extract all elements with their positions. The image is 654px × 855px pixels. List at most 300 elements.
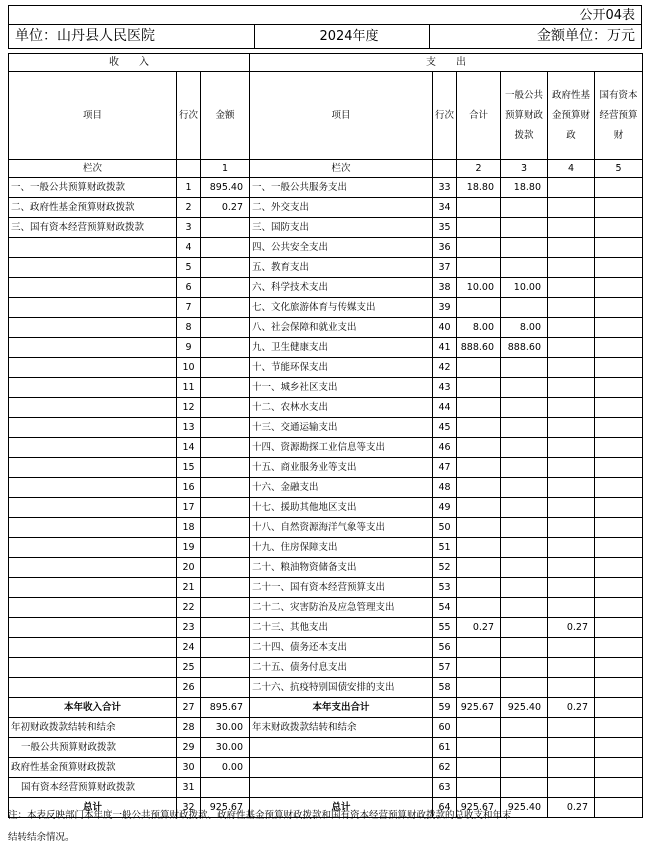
gov-fund-cell: [548, 658, 595, 678]
expense-item-cell: 五、教育支出: [250, 258, 433, 278]
expense-row-no-cell: 38: [433, 278, 457, 298]
state-capital-cell: [595, 538, 643, 558]
table-row: [9, 678, 643, 698]
expense-item-cell: [250, 738, 433, 758]
table-row: [9, 778, 643, 798]
gov-fund-cell: [548, 338, 595, 358]
income-row-no-cell: 32: [177, 798, 201, 818]
general-budget-cell: [501, 238, 548, 258]
gov-fund-cell: 0.27: [548, 618, 595, 638]
income-item-cell: [9, 538, 177, 558]
table-row: [9, 258, 643, 278]
expense-row-no-cell: 56: [433, 638, 457, 658]
expense-row-no-cell: 47: [433, 458, 457, 478]
expense-row-no-cell: 34: [433, 198, 457, 218]
income-item-cell: [9, 618, 177, 638]
expense-item-cell: 总计: [250, 798, 433, 818]
gov-fund-cell: [548, 278, 595, 298]
general-budget-cell: [501, 638, 548, 658]
table-row: [9, 738, 643, 758]
expense-item-cell: 本年支出合计: [250, 698, 433, 718]
gov-fund-cell: [548, 358, 595, 378]
gov-fund-cell: [548, 378, 595, 398]
income-item-cell: [9, 398, 177, 418]
income-item-cell: 年初财政拨款结转和结余: [9, 718, 177, 738]
income-amount-cell: [201, 378, 250, 398]
expense-item-cell: 二十二、灾害防治及应急管理支出: [250, 598, 433, 618]
header-divider: [429, 25, 430, 48]
general-budget-cell: [501, 418, 548, 438]
gov-fund-cell: 0.27: [548, 798, 595, 818]
general-budget-cell: [501, 578, 548, 598]
expense-item-cell: 二、外交支出: [250, 198, 433, 218]
total-cell: [457, 438, 501, 458]
general-budget-header: 一般公共预算财政拨款: [501, 72, 548, 160]
income-amount-cell: [201, 598, 250, 618]
income-row-no-cell: 28: [177, 718, 201, 738]
general-budget-cell: [501, 618, 548, 638]
income-item-cell: 总计: [9, 798, 177, 818]
gov-fund-cell: [548, 718, 595, 738]
income-amount-cell: [201, 778, 250, 798]
income-item-cell: [9, 258, 177, 278]
general-budget-cell: 18.80: [501, 178, 548, 198]
total-cell: [457, 778, 501, 798]
general-budget-cell: [501, 198, 548, 218]
general-budget-cell: [501, 438, 548, 458]
general-budget-cell: [501, 458, 548, 478]
gov-fund-cell: [548, 578, 595, 598]
income-item-cell: [9, 318, 177, 338]
expense-row-no-cell: 37: [433, 258, 457, 278]
income-row-no-cell: 31: [177, 778, 201, 798]
income-amount-cell: 30.00: [201, 718, 250, 738]
income-item-cell: [9, 358, 177, 378]
general-budget-cell: [501, 378, 548, 398]
expense-item-cell: 十九、住房保障支出: [250, 538, 433, 558]
state-capital-cell: [595, 378, 643, 398]
column-label-cell: 栏次: [9, 160, 177, 178]
income-item-cell: [9, 418, 177, 438]
total-cell: [457, 758, 501, 778]
expense-row-no-cell: 64: [433, 798, 457, 818]
income-amount-cell: 925.67: [201, 798, 250, 818]
income-row-no-cell: 14: [177, 438, 201, 458]
table-row: [9, 718, 643, 738]
general-budget-cell: [501, 718, 548, 738]
table-row: [9, 298, 643, 318]
expense-row-no-cell: 46: [433, 438, 457, 458]
gov-fund-cell: 0.27: [548, 698, 595, 718]
expense-item-cell: 十七、援助其他地区支出: [250, 498, 433, 518]
gov-fund-cell: [548, 778, 595, 798]
income-row-no-cell: 21: [177, 578, 201, 598]
income-row-no-cell: 17: [177, 498, 201, 518]
income-amount-cell: [201, 278, 250, 298]
empty-cell: [177, 160, 201, 178]
state-capital-cell: [595, 658, 643, 678]
state-capital-cell: [595, 438, 643, 458]
expense-row-no-cell: 55: [433, 618, 457, 638]
income-row-no-cell: 15: [177, 458, 201, 478]
income-amount-cell: 0.27: [201, 198, 250, 218]
total-cell: [457, 678, 501, 698]
column-label-cell: 栏次: [250, 160, 433, 178]
income-amount-cell: 30.00: [201, 738, 250, 758]
general-budget-cell: 925.40: [501, 798, 548, 818]
empty-cell: [433, 160, 457, 178]
gov-fund-cell: [548, 558, 595, 578]
state-capital-cell: [595, 358, 643, 378]
total-cell: [457, 638, 501, 658]
income-amount-cell: [201, 438, 250, 458]
income-item-cell: [9, 658, 177, 678]
income-amount-cell: [201, 238, 250, 258]
total-cell: [457, 518, 501, 538]
table-row: [9, 518, 643, 538]
income-amount-cell: [201, 538, 250, 558]
column-number-cell: 3: [501, 160, 548, 178]
table-row: [9, 758, 643, 778]
total-cell: [457, 598, 501, 618]
expense-row-no-cell: 59: [433, 698, 457, 718]
state-capital-cell: [595, 198, 643, 218]
total-cell: 888.60: [457, 338, 501, 358]
general-budget-cell: [501, 538, 548, 558]
expense-item-cell: 十六、金融支出: [250, 478, 433, 498]
table-row: [9, 558, 643, 578]
income-amount-cell: [201, 218, 250, 238]
state-capital-cell: [595, 258, 643, 278]
income-amount-cell: [201, 458, 250, 478]
total-cell: [457, 498, 501, 518]
expense-item-cell: 七、文化旅游体育与传媒支出: [250, 298, 433, 318]
state-capital-cell: [595, 238, 643, 258]
income-row-no-cell: 2: [177, 198, 201, 218]
income-amount-cell: [201, 518, 250, 538]
expense-item-cell: 十三、交通运输支出: [250, 418, 433, 438]
income-item-cell: [9, 638, 177, 658]
income-row-no-cell: 29: [177, 738, 201, 758]
income-amount-cell: [201, 678, 250, 698]
expense-item-cell: [250, 758, 433, 778]
income-item-cell: 一、一般公共预算财政拨款: [9, 178, 177, 198]
state-capital-cell: [595, 618, 643, 638]
income-item-header: 项目: [9, 72, 177, 160]
income-row-no-cell: 27: [177, 698, 201, 718]
expense-row-no-cell: 35: [433, 218, 457, 238]
expense-row-no-cell: 61: [433, 738, 457, 758]
table-row: [9, 378, 643, 398]
general-budget-cell: [501, 678, 548, 698]
income-row-no-cell: 24: [177, 638, 201, 658]
gov-fund-cell: [548, 178, 595, 198]
income-row-no-cell: 1: [177, 178, 201, 198]
total-cell: 0.27: [457, 618, 501, 638]
total-cell: [457, 238, 501, 258]
income-row-no-cell: 30: [177, 758, 201, 778]
gov-fund-cell: [548, 398, 595, 418]
expense-row-no-cell: 62: [433, 758, 457, 778]
income-row-no-cell: 6: [177, 278, 201, 298]
gov-fund-cell: [548, 758, 595, 778]
expense-row-no-cell: 40: [433, 318, 457, 338]
general-budget-cell: [501, 738, 548, 758]
income-amount-cell: [201, 418, 250, 438]
state-capital-cell: [595, 458, 643, 478]
expense-row-no-cell: 50: [433, 518, 457, 538]
income-row-no-cell: 8: [177, 318, 201, 338]
general-budget-cell: [501, 778, 548, 798]
report-header: [8, 25, 642, 49]
income-item-cell: 二、政府性基金预算财政拨款: [9, 198, 177, 218]
unit-label: 单位：山丹县人民医院: [15, 28, 155, 44]
state-capital-cell: [595, 578, 643, 598]
gov-fund-cell: [548, 198, 595, 218]
income-item-cell: [9, 458, 177, 478]
state-capital-cell: [595, 778, 643, 798]
income-amount-cell: [201, 478, 250, 498]
total-cell: [457, 418, 501, 438]
year-label: 2024年度: [319, 29, 379, 44]
expense-item-cell: 十一、城乡社区支出: [250, 378, 433, 398]
state-capital-cell: [595, 478, 643, 498]
income-amount-cell: [201, 558, 250, 578]
table-row: [9, 498, 643, 518]
expense-row-no-header: 行次: [433, 72, 457, 160]
income-row-no-cell: 23: [177, 618, 201, 638]
footnote-line: 注：本表反映部门本年度一般公共预算财政拨款、政府性基金预算财政拨款和国有资本经营预算财政拨款的总收支和年末: [8, 810, 512, 821]
state-capital-cell: [595, 698, 643, 718]
income-item-cell: [9, 278, 177, 298]
expense-item-cell: 八、社会保障和就业支出: [250, 318, 433, 338]
footnote: [8, 805, 608, 849]
table-row: [9, 318, 643, 338]
income-amount-cell: [201, 398, 250, 418]
income-row-no-cell: 12: [177, 398, 201, 418]
gov-fund-cell: [548, 518, 595, 538]
expense-item-cell: 十二、农林水支出: [250, 398, 433, 418]
income-item-cell: [9, 338, 177, 358]
total-cell: [457, 298, 501, 318]
gov-fund-cell: [548, 438, 595, 458]
total-cell: [457, 738, 501, 758]
gov-fund-cell: [548, 638, 595, 658]
expense-item-header: 项目: [250, 72, 433, 160]
expense-row-no-cell: 53: [433, 578, 457, 598]
income-item-cell: 本年收入合计: [9, 698, 177, 718]
table-row: [9, 478, 643, 498]
income-amount-cell: 895.67: [201, 698, 250, 718]
total-cell: 925.67: [457, 798, 501, 818]
total-cell: [457, 578, 501, 598]
expense-item-cell: 十五、商业服务业等支出: [250, 458, 433, 478]
total-header: 合计: [457, 72, 501, 160]
expense-row-no-cell: 51: [433, 538, 457, 558]
income-section-header: 收 入: [9, 54, 250, 72]
income-row-no-cell: 18: [177, 518, 201, 538]
table-row: [9, 538, 643, 558]
expense-row-no-cell: 48: [433, 478, 457, 498]
state-capital-cell: [595, 218, 643, 238]
income-row-no-cell: 4: [177, 238, 201, 258]
general-budget-cell: [501, 358, 548, 378]
table-row: [9, 278, 643, 298]
total-cell: [457, 718, 501, 738]
income-row-no-cell: 10: [177, 358, 201, 378]
expense-row-no-cell: 57: [433, 658, 457, 678]
state-capital-cell: [595, 638, 643, 658]
total-cell: [457, 358, 501, 378]
income-item-cell: 政府性基金预算财政拨款: [9, 758, 177, 778]
total-cell: [457, 658, 501, 678]
expense-row-no-cell: 44: [433, 398, 457, 418]
total-cell: [457, 398, 501, 418]
state-capital-cell: [595, 518, 643, 538]
gov-fund-cell: [548, 318, 595, 338]
expense-row-no-cell: 33: [433, 178, 457, 198]
table-row: [9, 178, 643, 198]
table-row: [9, 598, 643, 618]
general-budget-cell: 925.40: [501, 698, 548, 718]
income-item-cell: 三、国有资本经营预算财政拨款: [9, 218, 177, 238]
money-unit-label: 金额单位：万元: [537, 28, 635, 44]
table-row: [9, 638, 643, 658]
column-number-cell: 5: [595, 160, 643, 178]
expense-item-cell: 二十五、债务付息支出: [250, 658, 433, 678]
total-cell: [457, 458, 501, 478]
expense-item-cell: 二十四、债务还本支出: [250, 638, 433, 658]
state-capital-cell: [595, 758, 643, 778]
income-item-cell: [9, 298, 177, 318]
income-amount-cell: [201, 258, 250, 278]
total-cell: 10.00: [457, 278, 501, 298]
income-item-cell: 一般公共预算财政拨款: [9, 738, 177, 758]
expense-row-no-cell: 49: [433, 498, 457, 518]
expense-row-no-cell: 36: [433, 238, 457, 258]
total-cell: [457, 538, 501, 558]
gov-fund-cell: [548, 738, 595, 758]
income-amount-cell: [201, 658, 250, 678]
income-amount-cell: [201, 318, 250, 338]
expense-item-cell: 二十、粮油物资储备支出: [250, 558, 433, 578]
state-capital-cell: [595, 418, 643, 438]
income-item-cell: [9, 558, 177, 578]
column-number-cell: 2: [457, 160, 501, 178]
income-item-cell: [9, 378, 177, 398]
state-capital-cell: [595, 738, 643, 758]
income-row-no-cell: 22: [177, 598, 201, 618]
income-row-no-cell: 3: [177, 218, 201, 238]
income-row-no-cell: 9: [177, 338, 201, 358]
table-row: [9, 578, 643, 598]
total-cell: 18.80: [457, 178, 501, 198]
general-budget-cell: [501, 258, 548, 278]
state-capital-cell: [595, 318, 643, 338]
income-row-no-cell: 7: [177, 298, 201, 318]
expense-row-no-cell: 42: [433, 358, 457, 378]
income-item-cell: [9, 238, 177, 258]
table-row: [9, 398, 643, 418]
state-capital-cell: [595, 278, 643, 298]
total-cell: [457, 218, 501, 238]
expense-item-cell: 十、节能环保支出: [250, 358, 433, 378]
table-row: [9, 338, 643, 358]
column-number-cell: 1: [201, 160, 250, 178]
income-row-no-cell: 25: [177, 658, 201, 678]
expense-item-cell: 二十六、抗疫特别国债安排的支出: [250, 678, 433, 698]
income-item-cell: [9, 678, 177, 698]
expense-row-no-cell: 45: [433, 418, 457, 438]
total-cell: [457, 258, 501, 278]
total-cell: [457, 378, 501, 398]
state-capital-cell: [595, 598, 643, 618]
table-row: [9, 218, 643, 238]
expense-item-cell: 三、国防支出: [250, 218, 433, 238]
table-row: [9, 358, 643, 378]
income-row-no-cell: 26: [177, 678, 201, 698]
total-cell: [457, 478, 501, 498]
expense-item-cell: 十四、资源勘探工业信息等支出: [250, 438, 433, 458]
table-row: [9, 438, 643, 458]
general-budget-cell: [501, 658, 548, 678]
income-amount-cell: [201, 618, 250, 638]
state-capital-cell: [595, 498, 643, 518]
general-budget-cell: 10.00: [501, 278, 548, 298]
general-budget-cell: [501, 518, 548, 538]
expense-item-cell: 六、科学技术支出: [250, 278, 433, 298]
income-row-no-cell: 13: [177, 418, 201, 438]
gov-fund-cell: [548, 238, 595, 258]
column-number-cell: 4: [548, 160, 595, 178]
expense-row-no-cell: 60: [433, 718, 457, 738]
expense-row-no-cell: 54: [433, 598, 457, 618]
table-row: [9, 658, 643, 678]
table-row: [9, 458, 643, 478]
state-capital-cell: [595, 678, 643, 698]
gov-fund-cell: [548, 218, 595, 238]
income-item-cell: [9, 578, 177, 598]
income-amount-cell: [201, 498, 250, 518]
expense-row-no-cell: 52: [433, 558, 457, 578]
expense-item-cell: 一、一般公共服务支出: [250, 178, 433, 198]
general-budget-cell: [501, 498, 548, 518]
expense-row-no-cell: 43: [433, 378, 457, 398]
income-item-cell: 国有资本经营预算财政拨款: [9, 778, 177, 798]
gov-fund-cell: [548, 298, 595, 318]
gov-fund-cell: [548, 458, 595, 478]
table-row: [9, 418, 643, 438]
expense-item-cell: 年末财政拨款结转和结余: [250, 718, 433, 738]
state-capital-cell: [595, 338, 643, 358]
table-row: [9, 238, 643, 258]
gov-fund-header: 政府性基金预算财政: [548, 72, 595, 160]
table-row: [9, 198, 643, 218]
form-code: 公开04表: [8, 5, 642, 25]
state-capital-cell: [595, 718, 643, 738]
gov-fund-cell: [548, 538, 595, 558]
income-amount-cell: 895.40: [201, 178, 250, 198]
income-row-no-header: 行次: [177, 72, 201, 160]
gov-fund-cell: [548, 258, 595, 278]
total-cell: [457, 558, 501, 578]
total-cell: [457, 198, 501, 218]
expense-item-cell: 二十一、国有资本经营预算支出: [250, 578, 433, 598]
income-amount-cell: [201, 358, 250, 378]
income-item-cell: [9, 438, 177, 458]
gov-fund-cell: [548, 498, 595, 518]
gov-fund-cell: [548, 598, 595, 618]
